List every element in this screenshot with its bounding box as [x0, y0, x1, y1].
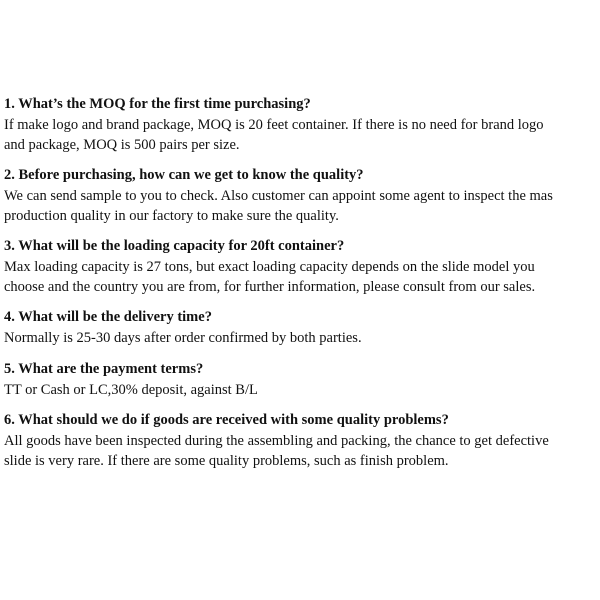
faq-item-payment-terms — [4, 359, 600, 401]
faq-question: 2. Before purchasing, how can we get to know the quality? — [4, 167, 364, 183]
faq-item-loading-capacity — [4, 236, 600, 297]
faq-answer-line: If make logo and brand package, MOQ is 20 feet container. If there is no need for brand logo — [4, 117, 544, 133]
faq-answer — [4, 329, 600, 349]
faq-item-quality-problems — [4, 410, 600, 471]
faq-answer-line: Max loading capacity is 27 tons, but exact loading capacity depends on the slide model you — [4, 259, 535, 275]
faq-question: 5. What are the payment terms? — [4, 360, 204, 377]
faq-answer-line: and package, MOQ is 500 pairs per size. — [4, 136, 240, 153]
faq-answer — [4, 258, 600, 297]
faq-answer — [4, 381, 600, 401]
faq-answer-line: TT or Cash or LC,30% deposit, against B/L — [4, 381, 258, 398]
faq-answer — [4, 432, 600, 471]
faq-item-moq — [4, 94, 600, 155]
faq-answer-line: All goods have been inspected during the assembling and packing, the chance to get defective — [4, 433, 549, 449]
faq-list — [4, 94, 600, 481]
faq-answer-line: slide is very rare. If there are some quality problems, such as finish problem. — [4, 452, 449, 469]
faq-answer-line: choose and the country you are from, for further information, please consult from our sales. — [4, 278, 536, 295]
faq-answer — [4, 116, 600, 155]
faq-question: 4. What will be the delivery time? — [4, 309, 212, 325]
faq-answer-line: production quality in our factory to make sure the quality. — [4, 207, 339, 224]
faq-answer-line: Normally is 25-30 days after order confirmed by both parties. — [4, 330, 362, 346]
faq-answer-line: We can send sample to you to check. Also customer can appoint some agent to inspect the mas — [4, 188, 553, 204]
faq-question: 3. What will be the loading capacity for 20ft container? — [4, 238, 345, 254]
faq-question: 6. What should we do if goods are received with some quality problems? — [4, 412, 449, 428]
faq-item-quality-check — [4, 165, 600, 226]
faq-question: 1. What’s the MOQ for the first time purchasing? — [4, 96, 311, 112]
faq-item-delivery-time — [4, 307, 600, 349]
faq-answer — [4, 187, 600, 226]
